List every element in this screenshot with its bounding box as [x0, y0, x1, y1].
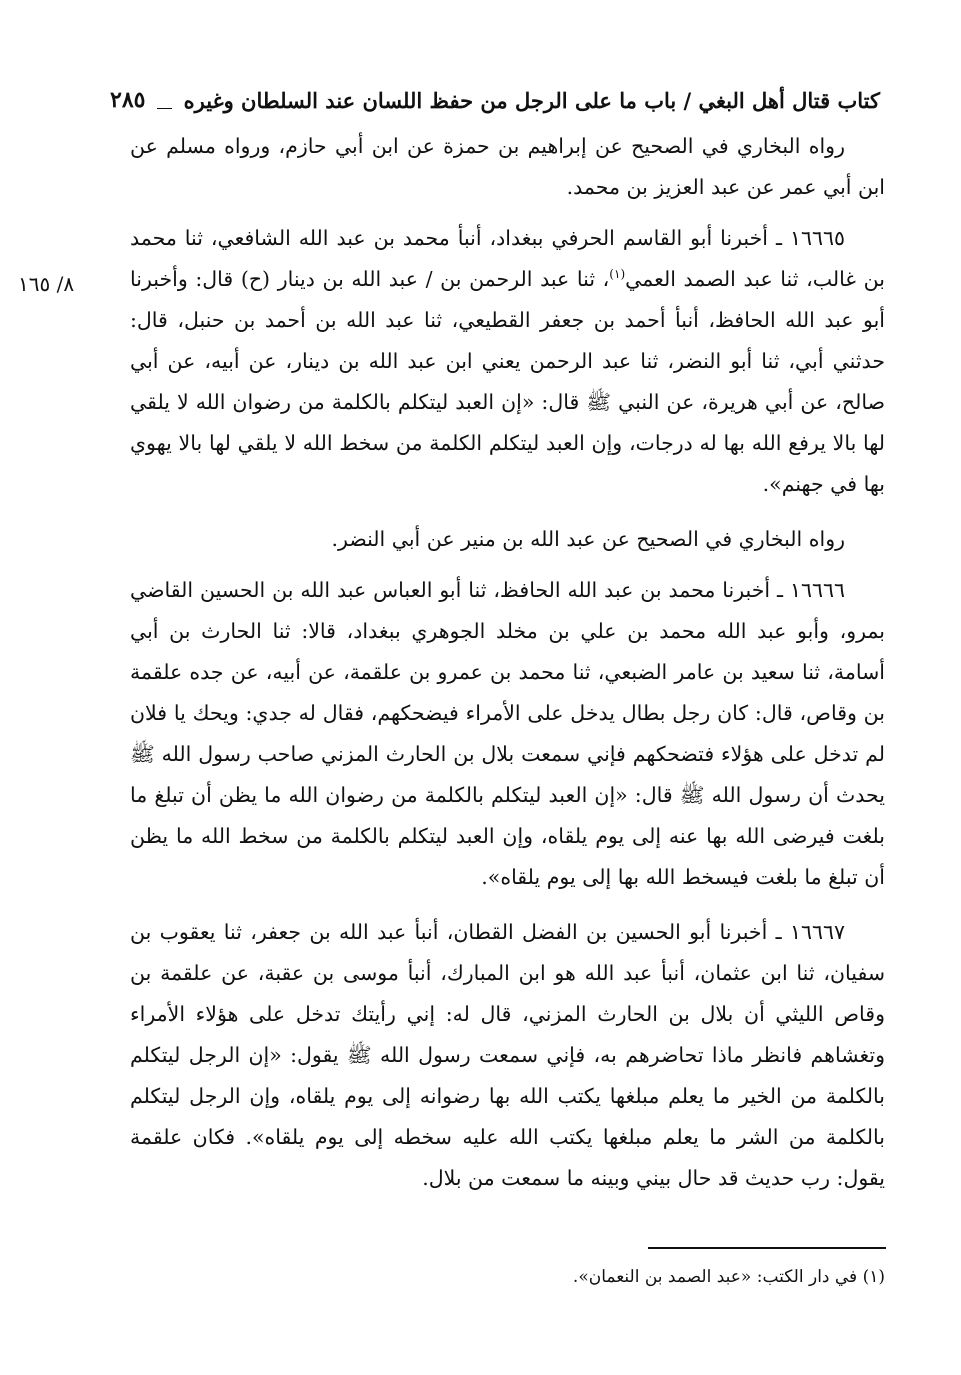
paragraph-3: رواه البخاري في الصحيح عن عبد الله بن منير عن أبي النضر.	[331, 527, 845, 551]
paragraph-hadith-16665	[130, 218, 885, 505]
paragraph-2-text-a: ١٦٦٦٥ ـ أخبرنا أبو القاسم الحرفي ببغداد، أنبأ محمد بن عبد الله الشافعي، ثنا محمد بن غالب، ثنا عبد الصمد العمي	[130, 226, 885, 291]
footnote-divider	[648, 1247, 886, 1249]
page-body	[130, 126, 885, 1199]
margin-reference: ٨/ ١٦٥	[18, 272, 75, 296]
footnote-reference: (١)	[609, 267, 626, 282]
paragraph-hadith-16667: ١٦٦٦٧ ـ أخبرنا أبو الحسين بن الفضل القطان، أنبأ عبد الله بن جعفر، ثنا يعقوب بن سفيان، ثنا ابن عثمان، أنبأ عبد الله هو ابن المبارك، أنبأ موسى بن عقبة، عن علقمة بن وقاص الليثي أن بلال بن الحارث المزني، قال له: إني رأيتك تدخل على هؤلاء الأمراء وتغشاهم فانظر ماذا تحاضرهم به، فإني سمعت رسول الله ﷺ يقول: «إن الرجل ليتكلم بالكلمة من الخير ما يعلم مبلغها يكتب الله بها رضوانه إلى يوم يلقاه، وإن الرجل ليتكلم بالكلمة من الشر ما يعلم مبلغها يكتب الله عليه سخطه إلى يوم يلقاه». فكان علقمة يقول: رب حديث قد حال بيني وبينه ما سمعت من بلال.	[130, 920, 885, 1190]
paragraph-2-text-b: ، ثنا عبد الرحمن بن / عبد الله بن دينار (ح) قال: وأخبرنا أبو عبد الله الحافظ، أنبأ أحمد بن جعفر القطيعي، ثنا عبد الله بن أحمد بن حنبل، قال: حدثني أبي، ثنا أبو النضر، ثنا عبد الرحمن يعني ابن عبد الله بن دينار، عن أبيه، عن أبي صالح، عن أبي هريرة، عن النبي ﷺ قال: «إن العبد ليتكلم بالكلمة من رضوان الله لا يلقي لها بالا يرفع الله بها له درجات، وإن العبد ليتكلم الكلمة من سخط الله لا يلقي لها بالا يهوي بها في جهنم».	[130, 267, 885, 496]
running-header	[110, 80, 880, 120]
paragraph-hadith-16666: ١٦٦٦٦ ـ أخبرنا محمد بن عبد الله الحافظ، ثنا أبو العباس عبد الله بن الحسين القاضي بمرو، وأبو عبد الله محمد بن علي بن مخلد الجوهري ببغداد، قالا: ثنا الحارث بن أبي أسامة، ثنا سعيد بن عامر الضبعي، ثنا محمد بن عمرو بن علقمة، عن أبيه، عن جده علقمة بن وقاص، قال: كان رجل بطال يدخل على الأمراء فيضحكهم، فقال له جدي: ويحك يا فلان لم تدخل على هؤلاء فتضحكهم فإني سمعت بلال بن الحارث المزني صاحب رسول الله ﷺ يحدث أن رسول الله ﷺ قال: «إن العبد ليتكلم بالكلمة من رضوان الله ما يظن أن تبلغ ما بلغت فيرضى الله بها عنه إلى يوم يلقاه، وإن العبد ليتكلم بالكلمة من سخط الله ما يظن أن تبلغ ما بلغت فيسخط الله بها إلى يوم يلقاه».	[130, 578, 885, 889]
footnote: (١) في دار الكتب: «عبد الصمد بن النعمان».	[572, 1267, 885, 1287]
header-rule	[157, 108, 171, 109]
running-header-title: كتاب قتال أهل البغي / باب ما على الرجل من حفظ اللسان عند السلطان وغيره	[183, 87, 880, 113]
page-number: ٢٨٥	[110, 87, 146, 113]
paragraph-1: رواه البخاري في الصحيح عن إبراهيم بن حمزة عن ابن أبي حازم، ورواه مسلم عن ابن أبي عمر عن عبد العزيز بن محمد.	[130, 134, 885, 199]
